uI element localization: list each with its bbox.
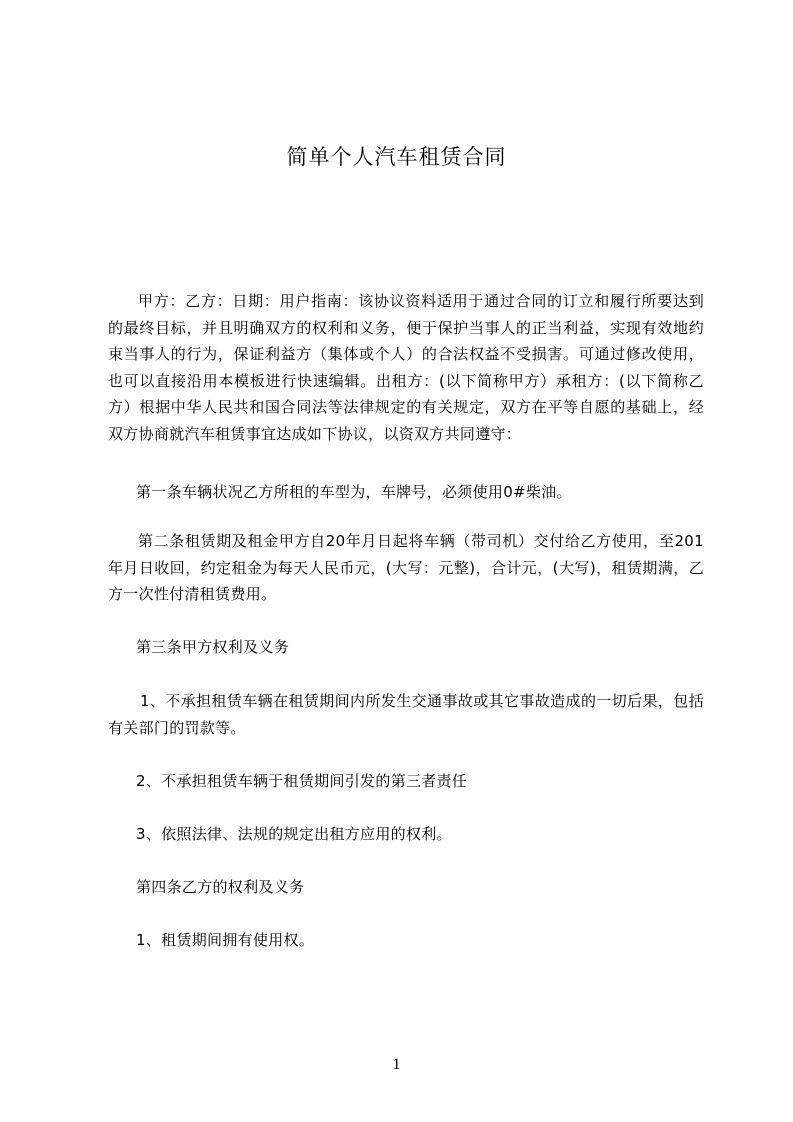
paragraph-article-1: 第一条车辆状况乙方所租的车型为，车牌号，必须使用0#柴油。 [136, 483, 572, 501]
page-number: 1 [392, 1056, 401, 1073]
heading-article-4: 第四条乙方的权利及义务 [136, 878, 305, 896]
heading-article-3: 第三条甲方权利及义务 [136, 638, 290, 656]
paragraph-article-3-item-1: 1、不承担租赁车辆在租赁期间内所发生交通事故或其它事故造成的一切后果，包括有关部门的罚款等。 [108, 692, 704, 737]
paragraph-article-2: 第二条租赁期及租金甲方自20年月日起将车辆（带司机）交付给乙方使用，至201年月日收回，约定租金为每天人民币元，(大写：元整)，合计元，(大写)，租赁期满，乙方一次性付清租赁费用。 [108, 532, 704, 603]
paragraph-article-3-item-2: 2、不承担租赁车辆于租赁期间引发的第三者责任 [136, 772, 468, 790]
paragraph-preamble: 甲方：乙方：日期：用户指南：该协议资料适用于通过合同的订立和履行所要达到的最终目标，并且明确双方的权利和义务，便于保护当事人的正当利益，实现有效地约束当事人的行为，保证利益方（集体或个人）的合法权益不受损害。可通过修改使用，也可以直接沿用本模板进行快速编辑。出租方：(以下简称甲方）承租方：(以下简称乙方）根据中华人民共和国合同法等法律规定的有关规定，双方在平等自愿的基础上，经双方协商就汽车租赁事宜达成如下协议，以资双方共同遵守： [108, 292, 704, 443]
document-title: 简单个人汽车租赁合同 [286, 145, 507, 169]
paragraph-article-3-item-3: 3、依照法律、法规的规定出租方应用的权利。 [136, 825, 452, 843]
paragraph-article-4-item-1: 1、租赁期间拥有使用权。 [136, 931, 315, 949]
